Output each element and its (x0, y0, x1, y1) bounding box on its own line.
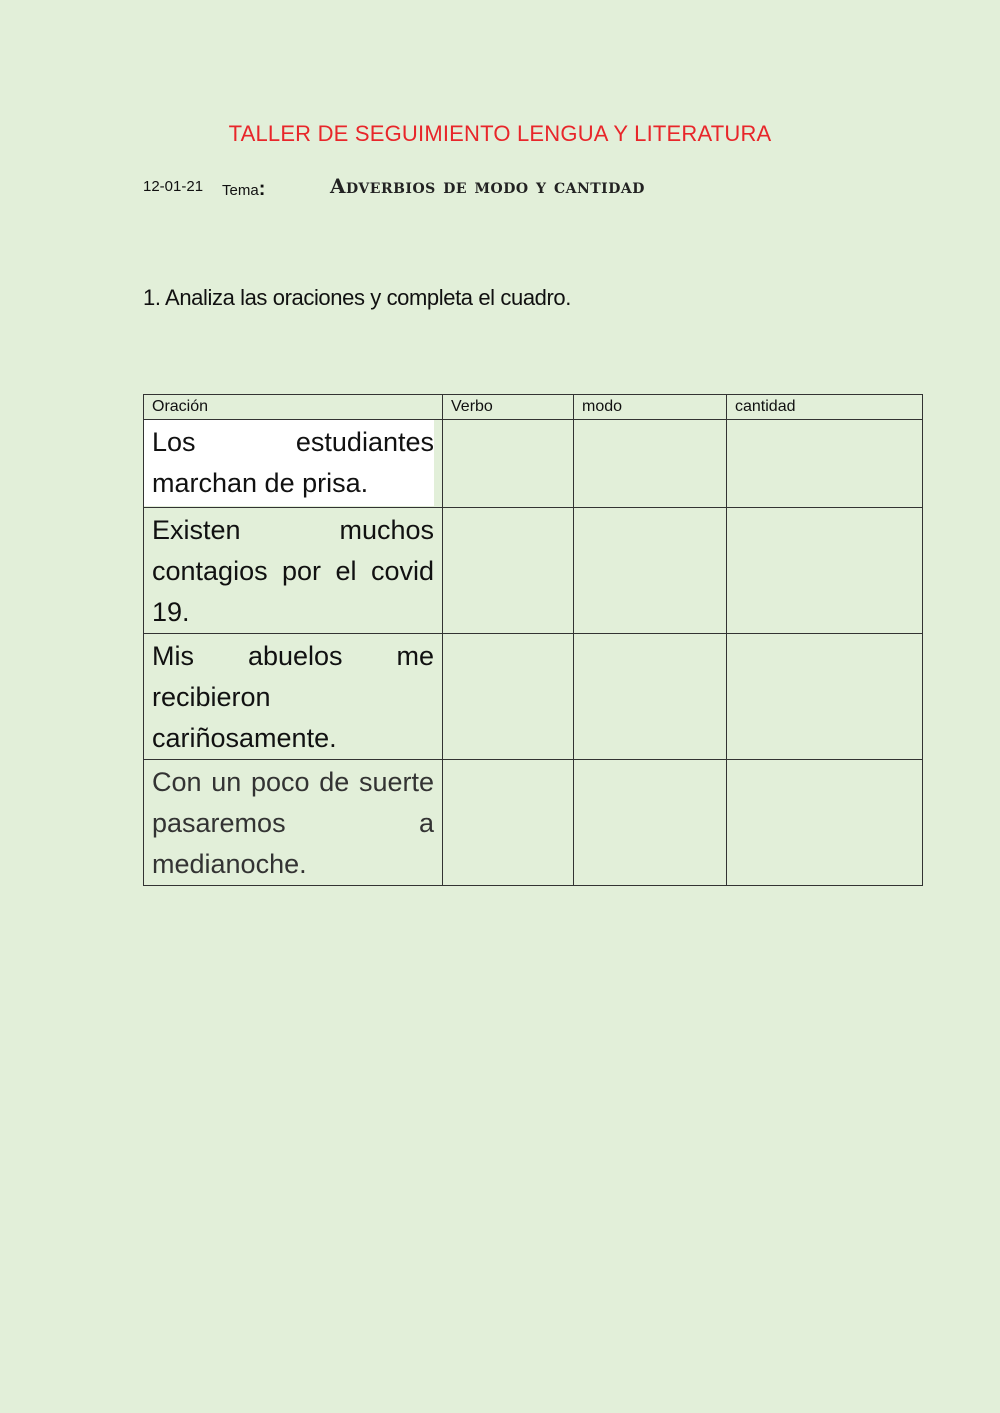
oracion-cell (144, 420, 443, 508)
oracion-text: Con un poco de suerte pasaremos a medianoche. (152, 767, 434, 879)
header-modo: modo (574, 395, 727, 420)
header-cantidad: cantidad (727, 395, 923, 420)
instruction-text: 1. Analiza las oraciones y completa el cuadro. (143, 285, 571, 310)
verbo-cell[interactable] (443, 508, 574, 634)
table-row (144, 634, 923, 760)
cantidad-cell[interactable] (727, 420, 923, 508)
modo-cell[interactable] (574, 760, 727, 886)
verbo-cell[interactable] (443, 634, 574, 760)
oracion-cell (144, 508, 443, 634)
cantidad-cell[interactable] (727, 508, 923, 634)
verbo-cell[interactable] (443, 760, 574, 886)
oracion-text: Mis abuelos me recibieron cariñosamente. (152, 641, 434, 753)
tema-colon: : (258, 178, 266, 200)
oracion-text: Los estudiantes marchan de prisa. (144, 420, 434, 506)
tema-label (222, 178, 265, 201)
worksheet-title: TALLER DE SEGUIMIENTO LENGUA Y LITERATURA (228, 121, 772, 146)
tema-value: Adverbios de modo y cantidad (330, 174, 645, 198)
oracion-text: Existen muchos contagios por el covid 19. (152, 515, 434, 627)
worksheet-date: 12-01-21 (143, 178, 204, 195)
tema-label-text: Tema (222, 182, 259, 199)
oracion-cell (144, 760, 443, 886)
table-row (144, 508, 923, 634)
modo-cell[interactable] (574, 634, 727, 760)
analysis-table (143, 394, 923, 886)
header-oracion: Oración (144, 395, 443, 420)
modo-cell[interactable] (574, 420, 727, 508)
cantidad-cell[interactable] (727, 760, 923, 886)
header-verbo: Verbo (443, 395, 574, 420)
modo-cell[interactable] (574, 508, 727, 634)
cantidad-cell[interactable] (727, 634, 923, 760)
oracion-cell (144, 634, 443, 760)
table-row (144, 420, 923, 508)
table-row (144, 760, 923, 886)
verbo-cell[interactable] (443, 420, 574, 508)
table-header-row (144, 395, 923, 420)
